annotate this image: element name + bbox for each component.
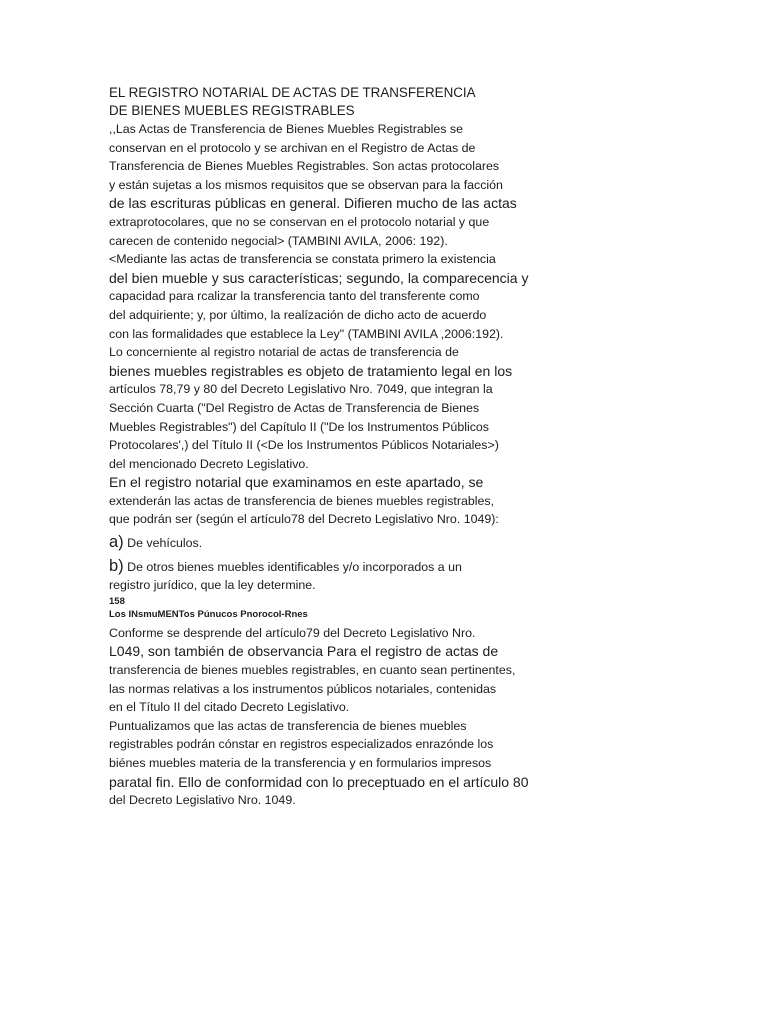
body-line: del Decreto Legislativo Nro. 1049.	[109, 793, 296, 808]
body-line: En el registro notarial que examinamos en este apartado, se	[109, 474, 484, 491]
body-line: Protocolares',) del Título II (<De los Instrumentos Públicos Notariales>)	[109, 438, 499, 453]
body-line: paratal fin. Ello de conformidad con lo preceptuado en el artículo 80	[109, 773, 529, 790]
body-line: Muebles Registrables") del Capítulo II ("De los Instrumentos Públicos	[109, 419, 489, 434]
list-marker: b)	[109, 556, 124, 575]
body-line: L049, son también de observancia Para el registro de actas de	[109, 643, 499, 660]
body-line: Sección Cuarta ("Del Registro de Actas de Transferencia de Bienes	[109, 400, 480, 415]
list-item-a	[109, 533, 559, 553]
title-line-1: EL REGISTRO NOTARIAL DE ACTAS DE TRANSFERENCIA	[109, 85, 476, 100]
body-line: ,,Las Actas de Transferencia de Bienes Muebles Registrables se	[109, 122, 464, 136]
body-line: registrables podrán cónstar en registros especializados enrazónde los	[109, 737, 494, 752]
body-line: Puntualizamos que las actas de transferencia de bienes muebles	[109, 718, 467, 733]
page-number: 158	[109, 595, 125, 607]
body-line: biénes muebles materia de la transferencia y en formularios impresos	[109, 756, 492, 770]
body-line: bienes muebles registrables es objeto de tratamiento legal en los	[109, 362, 513, 379]
body-line: artículos 78,79 y 80 del Decreto Legislativo Nro. 7049, que integran la	[109, 382, 493, 397]
body-line: conservan en el protocolo y se archivan en el Registro de Actas de	[109, 140, 476, 155]
body-line: y están sujetas a los mismos requisitos que se observan para la facción	[109, 177, 503, 192]
document-text	[109, 84, 559, 810]
body-line: que podrán ser (según el artículo78 del Decreto Legislativo Nro. 1049):	[109, 512, 499, 527]
body-line: con las formalidades que establece la Ley" (TAMBINI AVILA ,2006:192).	[109, 326, 504, 341]
body-line: <Mediante las actas de transferencia se constata primero la existencia	[109, 252, 496, 267]
body-line: carecen de contenido negocial> (TAMBINI AVILA, 2006: 192).	[109, 233, 448, 248]
body-line: del bien mueble y sus características; segundo, la comparecencia y	[109, 269, 529, 286]
list-item-text: De vehículos.	[127, 536, 203, 551]
body-line: en el Título II del citado Decreto Legislativo.	[109, 700, 350, 715]
body-line: transferencia de bienes muebles registrables, en cuanto sean pertinentes,	[109, 663, 516, 678]
body-line: del adquiriente; y, por último, la realízación de dicho acto de acuerdo	[109, 307, 487, 322]
body-line: de las escrituras públicas en general. Difieren mucho de las actas	[109, 195, 517, 212]
list-continuation: registro jurídico, que la ley determine.	[109, 578, 316, 593]
body-line: Transferencia de Bienes Muebles Registrables. Son actas protocolares	[109, 159, 500, 174]
body-line: extenderán las actas de transferencia de bienes muebles registrables,	[109, 493, 495, 508]
body-line: extraprotocolares, que no se conservan en el protocolo notarial y que	[109, 214, 490, 229]
body-line: del mencionado Decreto Legislativo.	[109, 456, 309, 471]
running-header: Los INsmuMENTos Púnucos Pnorocol-Rnes	[109, 608, 308, 620]
list-item-text: De otros bienes muebles identificables y/o incorporados a un	[127, 559, 462, 574]
body-line: Conforme se desprende del artículo79 del Decreto Legislativo Nro.	[109, 625, 476, 640]
list-marker: a)	[109, 533, 124, 552]
list-item-b	[109, 557, 559, 577]
title-line-2: DE BIENES MUEBLES REGISTRABLES	[109, 103, 355, 118]
body-line: capacidad para rcalizar la transferencia tanto del transferente como	[109, 289, 480, 304]
body-line: Lo concerniente al registro notarial de actas de transferencia de	[109, 345, 459, 360]
body-line: las normas relativas a los instrumentos públicos notariales, contenidas	[109, 681, 497, 696]
